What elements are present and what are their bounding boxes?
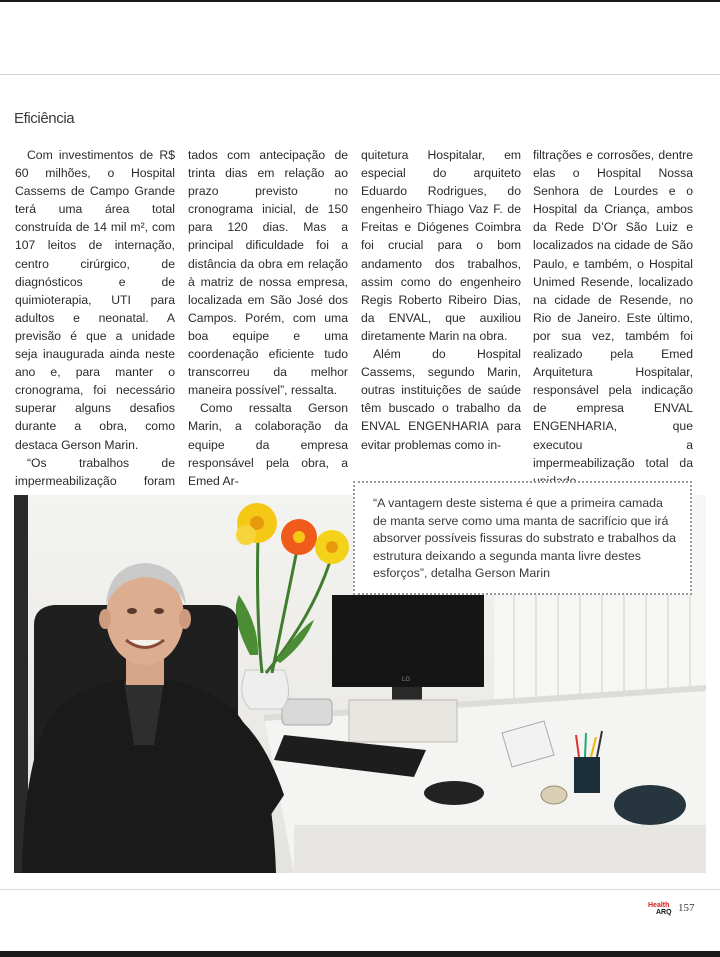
paragraph: Além do Hospital Cassems, segundo Marin, outras instituições de saúde têm buscado o trabalho da ENVAL ENGENHARIA para evitar problemas como in- (361, 347, 521, 452)
paragraph: quitetura Hospitalar, em especial do arquiteto Eduardo Rodrigues, do engenheiro Thiago Vaz F. de Freitas e Diógenes Coimbra foi crucial para o bom andamento dos trabalhos, assim como do engenheiro Regis Roberto Ribeiro Dias, da ENVAL, que auxiliou diretamente Marin na obra. (361, 148, 521, 343)
logo-bottom-text: ARQ (656, 909, 672, 916)
flowers (236, 503, 349, 564)
footer-divider (0, 889, 720, 890)
text-column-4 (533, 146, 693, 490)
paragraph: “Os trabalhos de impermeabilização foram (15, 455, 175, 488)
text-column-2 (188, 146, 348, 490)
text-column-1 (15, 146, 175, 508)
paragraph: tados com antecipação de trinta dias em relação ao prazo previsto no cronograma inicial, de 150 para 120 dias. Mas a principal dificuldade foi a distância da obra em relação à matriz de nossa empresa, localizada em São José dos Campos. Porém, com uma boa equipe e uma coordenação eficiente tudo transcorreu da melhor maneira possível”, ressalta. (188, 148, 348, 398)
monitor (332, 595, 484, 687)
paragraph: Com investimentos de R$ 60 milhões, o Hospital Cassems de Campo Grande terá uma área total construída de 14 mil m², com 107 leitos de internação, centro cirúrgico, de diagnósticos e de quimioterapia, UTI para adultos e neonatal. A previsão é que a unidade seja inaugurada ainda neste ano e, para manter o cronograma, foi necessário superar alguns desafios durante a obra, como destaca Gerson Marin. (15, 148, 175, 452)
monitor-brand: LG (402, 677, 411, 683)
section-divider (0, 74, 720, 75)
logo-top-text: Health (648, 902, 670, 909)
paragraph: Como ressalta Gerson Marin, a colaboração da equipe da empresa responsável pela obra, a Emed Ar- (188, 401, 348, 488)
pull-quote-text: “A vantagem deste sistema é que a primeira camada de manta serve como uma manta de sacrifício que irá absorver possíveis fissuras do substrato e trabalhos da estrutura deixando a segunda manta livre destes esforços”, detalha Gerson Marin (373, 496, 677, 581)
section-title: Eficiência (14, 110, 75, 127)
bottom-border (0, 951, 720, 957)
mouse (424, 781, 484, 805)
pull-quote (353, 481, 692, 595)
paragraph: filtrações e corrosões, dentre elas o Hospital Nossa Senhora de Lourdes e o Hospital da Criança, ambos da Rede D’Or São Luiz e localizados na cidade de São Paulo, e também, o Hospital Unimed Resende, localizado na cidade de Resende, no Rio de Janeiro. Este último, por sua vez, também foi realizado pela Emed Arquitetura Hospitalar, responsável pela indicação de empresa ENVAL ENGENHARIA, que executou a impermeabilização total da (533, 148, 693, 470)
text-column-3 (361, 146, 521, 454)
page-number: 157 (678, 902, 695, 914)
top-border (0, 0, 720, 2)
health-arq-logo (648, 902, 676, 918)
